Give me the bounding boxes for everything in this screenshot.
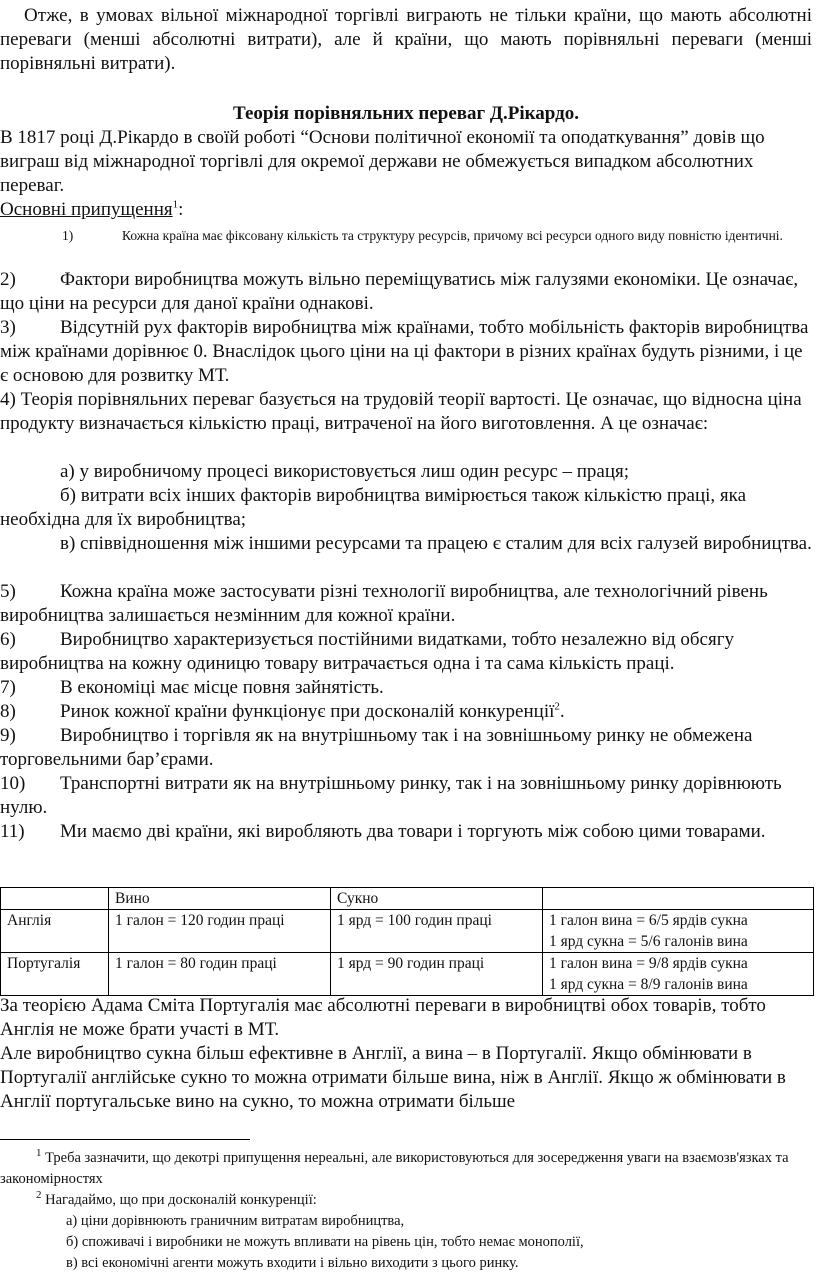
item-num: 5) (0, 581, 16, 602)
assumptions-colon: : (178, 199, 184, 220)
assumption-item-6 (0, 628, 812, 676)
table-header-row (1, 888, 814, 910)
footnote-mark: 1 (36, 1147, 42, 1160)
item-text: Виробництво характеризується постійними видатками, тобто незалежно від обсягу виробництва на кожну одиницю товару витрачається одна і та сама кількість праці. (0, 629, 734, 674)
table-header-cell (543, 888, 814, 910)
assumption-item-11 (0, 820, 812, 844)
assumption-item-10 (0, 772, 812, 820)
item-num: 11) (0, 821, 25, 842)
item-text: Виробництво і торгівля як на внутрішньому так і на зовнішньому ринку не обмежена торговельними бар’єрами. (0, 725, 753, 770)
assumption-item-9 (0, 724, 812, 772)
footnote-text: Треба зазначити, що декотрі припущення нереальні, але використовуються для зосередження уваги на взаємозв'язках та закономірностях (0, 1150, 789, 1187)
sub-item-a: а) у виробничому процесі використовується лиш один ресурс – праця; (60, 461, 630, 482)
assumption-item-2 (0, 268, 812, 316)
footnote-2 (0, 1190, 814, 1211)
ratio-line: 1 галон вина = 6/5 ярдів сукна (549, 912, 748, 929)
table-cell-wine: 1 галон = 120 годин праці (109, 910, 331, 953)
footnote-2b: б) споживачі і виробники не можуть впливати на рівень цін, тобто немає монополії, (66, 1234, 584, 1250)
item-num: 2) (0, 269, 16, 290)
table-header-cell: Вино (109, 888, 331, 910)
sub-item-c: в) співвідношення між іншими ресурсами та працею є сталим для всіх галузей виробництва. (60, 533, 812, 554)
item-num: 1) (62, 228, 74, 243)
footnote-ref-1: 1 (172, 198, 179, 211)
item-text: Транспортні витрати як на внутрішньому ринку, так і на зовнішньому ринку дорівнюють нулю. (0, 773, 782, 818)
footnote-text: Нагадаймо, що при досконалій конкуренції: (41, 1192, 317, 1208)
item-text: Ми маємо дві країни, які виробляють два товари і торгують між собою цими товарами. (60, 821, 766, 842)
item-num: 6) (0, 629, 16, 650)
section-title: Теорія порівняльних переваг Д.Рікардо. (233, 103, 579, 124)
assumptions-label: Основні припущення (0, 199, 173, 220)
item-text: В економіці має місце повня зайнятість. (60, 677, 384, 698)
paragraph-1817: В 1817 році Д.Рікардо в своїй роботі “Основи політичної економії та оподаткування” довів що виграш від міжнародної торгівлі для окремої держави не обмежується випадком абсолютних переваг. (0, 127, 765, 196)
footnote-mark: 2 (36, 1189, 42, 1202)
sub-item-b: б) витрати всіх інших факторів виробництва вимірюється також кількістю праці, яка необхідна для їх виробництва; (0, 485, 747, 530)
table-cell-cloth: 1 ярд = 100 годин праці (331, 910, 543, 953)
assumption-item-1 (0, 226, 812, 246)
table-cell-wine: 1 галон = 80 годин праці (109, 953, 331, 996)
item-num: 8) (0, 701, 16, 722)
table-cell-ratio (543, 953, 814, 996)
footnote-separator (0, 1139, 250, 1140)
item-text: Кожна країна може застосувати різні технології виробництва, але технологічний рівень виробництва залишається незмінним для кожної країни. (0, 581, 768, 626)
table-header-cell (1, 888, 109, 910)
table-header-cell: Сукно (331, 888, 543, 910)
assumptions-heading (0, 198, 812, 222)
assumption-item-8 (0, 700, 812, 724)
table-row (1, 953, 814, 996)
ratio-line: 1 ярд сукна = 8/9 галонів вина (549, 976, 748, 993)
intro-paragraph: Отже, в умовах вільної міжнародної торгівлі виграють не тільки країни, що мають абсолютні переваги (менші абсолютні витрати), але й країни, що мають порівняльні переваги (менші порівняльні витрати). (0, 5, 812, 74)
footnote-1 (0, 1148, 814, 1190)
item-tail: . (559, 701, 565, 722)
footnote-2c: в) всі економічні агенти можуть входити і вільно виходити з цього ринку. (66, 1255, 519, 1271)
item-text: Ринок кожної країни функціонує при досконалій конкуренції (60, 701, 555, 722)
item-num: 10) (0, 773, 26, 794)
assumption-item-3 (0, 316, 812, 388)
assumption-item-5 (0, 580, 812, 628)
table-cell-country: Англія (1, 910, 109, 953)
paragraph-efficiency: Але виробництво сукна більш ефективне в Англії, а вина – в Португалії. Якщо обмінювати в Португалії англійське сукно то можна отримати більше вина, ніж в Англії. Якщо ж обмінювати в Англії португальське вино на сукно, то можна отримати більше (0, 1043, 786, 1112)
table-cell-country: Португалія (1, 953, 109, 996)
table-row (1, 910, 814, 953)
ratio-line: 1 ярд сукна = 5/6 галонів вина (549, 933, 748, 950)
item-num: 9) (0, 725, 16, 746)
assumption-item-7 (0, 676, 812, 700)
comparative-cost-table (0, 887, 814, 996)
table-cell-ratio (543, 910, 814, 953)
item-text: Кожна країна має фіксовану кількість та структуру ресурсів, причому всі ресурси одного виду повністю ідентичні. (122, 228, 783, 243)
paragraph-smith: За теорією Адама Сміта Португалія має абсолютні переваги в виробництві обох товарів, тобто Англія не може брати участі в МТ. (0, 995, 766, 1040)
item-text: Відсутній рух факторів виробництва між країнами, тобто мобільність факторів виробництва між країнами дорівнює 0. Внаслідок цього ціни на ці фактори в різних країнах будуть різними, і це є основою для розвитку МТ. (0, 317, 809, 386)
footnote-2a: а) ціни дорівнюють граничним витратам виробництва, (66, 1213, 405, 1229)
item-text: Фактори виробництва можуть вільно переміщуватись між галузями економіки. Це означає, що ціни на ресурси для даної країни однакові. (0, 269, 799, 314)
item-num: 3) (0, 317, 16, 338)
ratio-line: 1 галон вина = 9/8 ярдів сукна (549, 955, 748, 972)
table-cell-cloth: 1 ярд = 90 годин праці (331, 953, 543, 996)
item-num: 7) (0, 677, 16, 698)
assumption-item-4: 4) Теорія порівняльних переваг базується на трудовій теорії вартості. Це означає, що відносна ціна продукту визначається кількістю праці, витраченої на його виготовлення. А це означає: (0, 389, 802, 434)
footnote-ref-2: 2 (554, 700, 560, 713)
